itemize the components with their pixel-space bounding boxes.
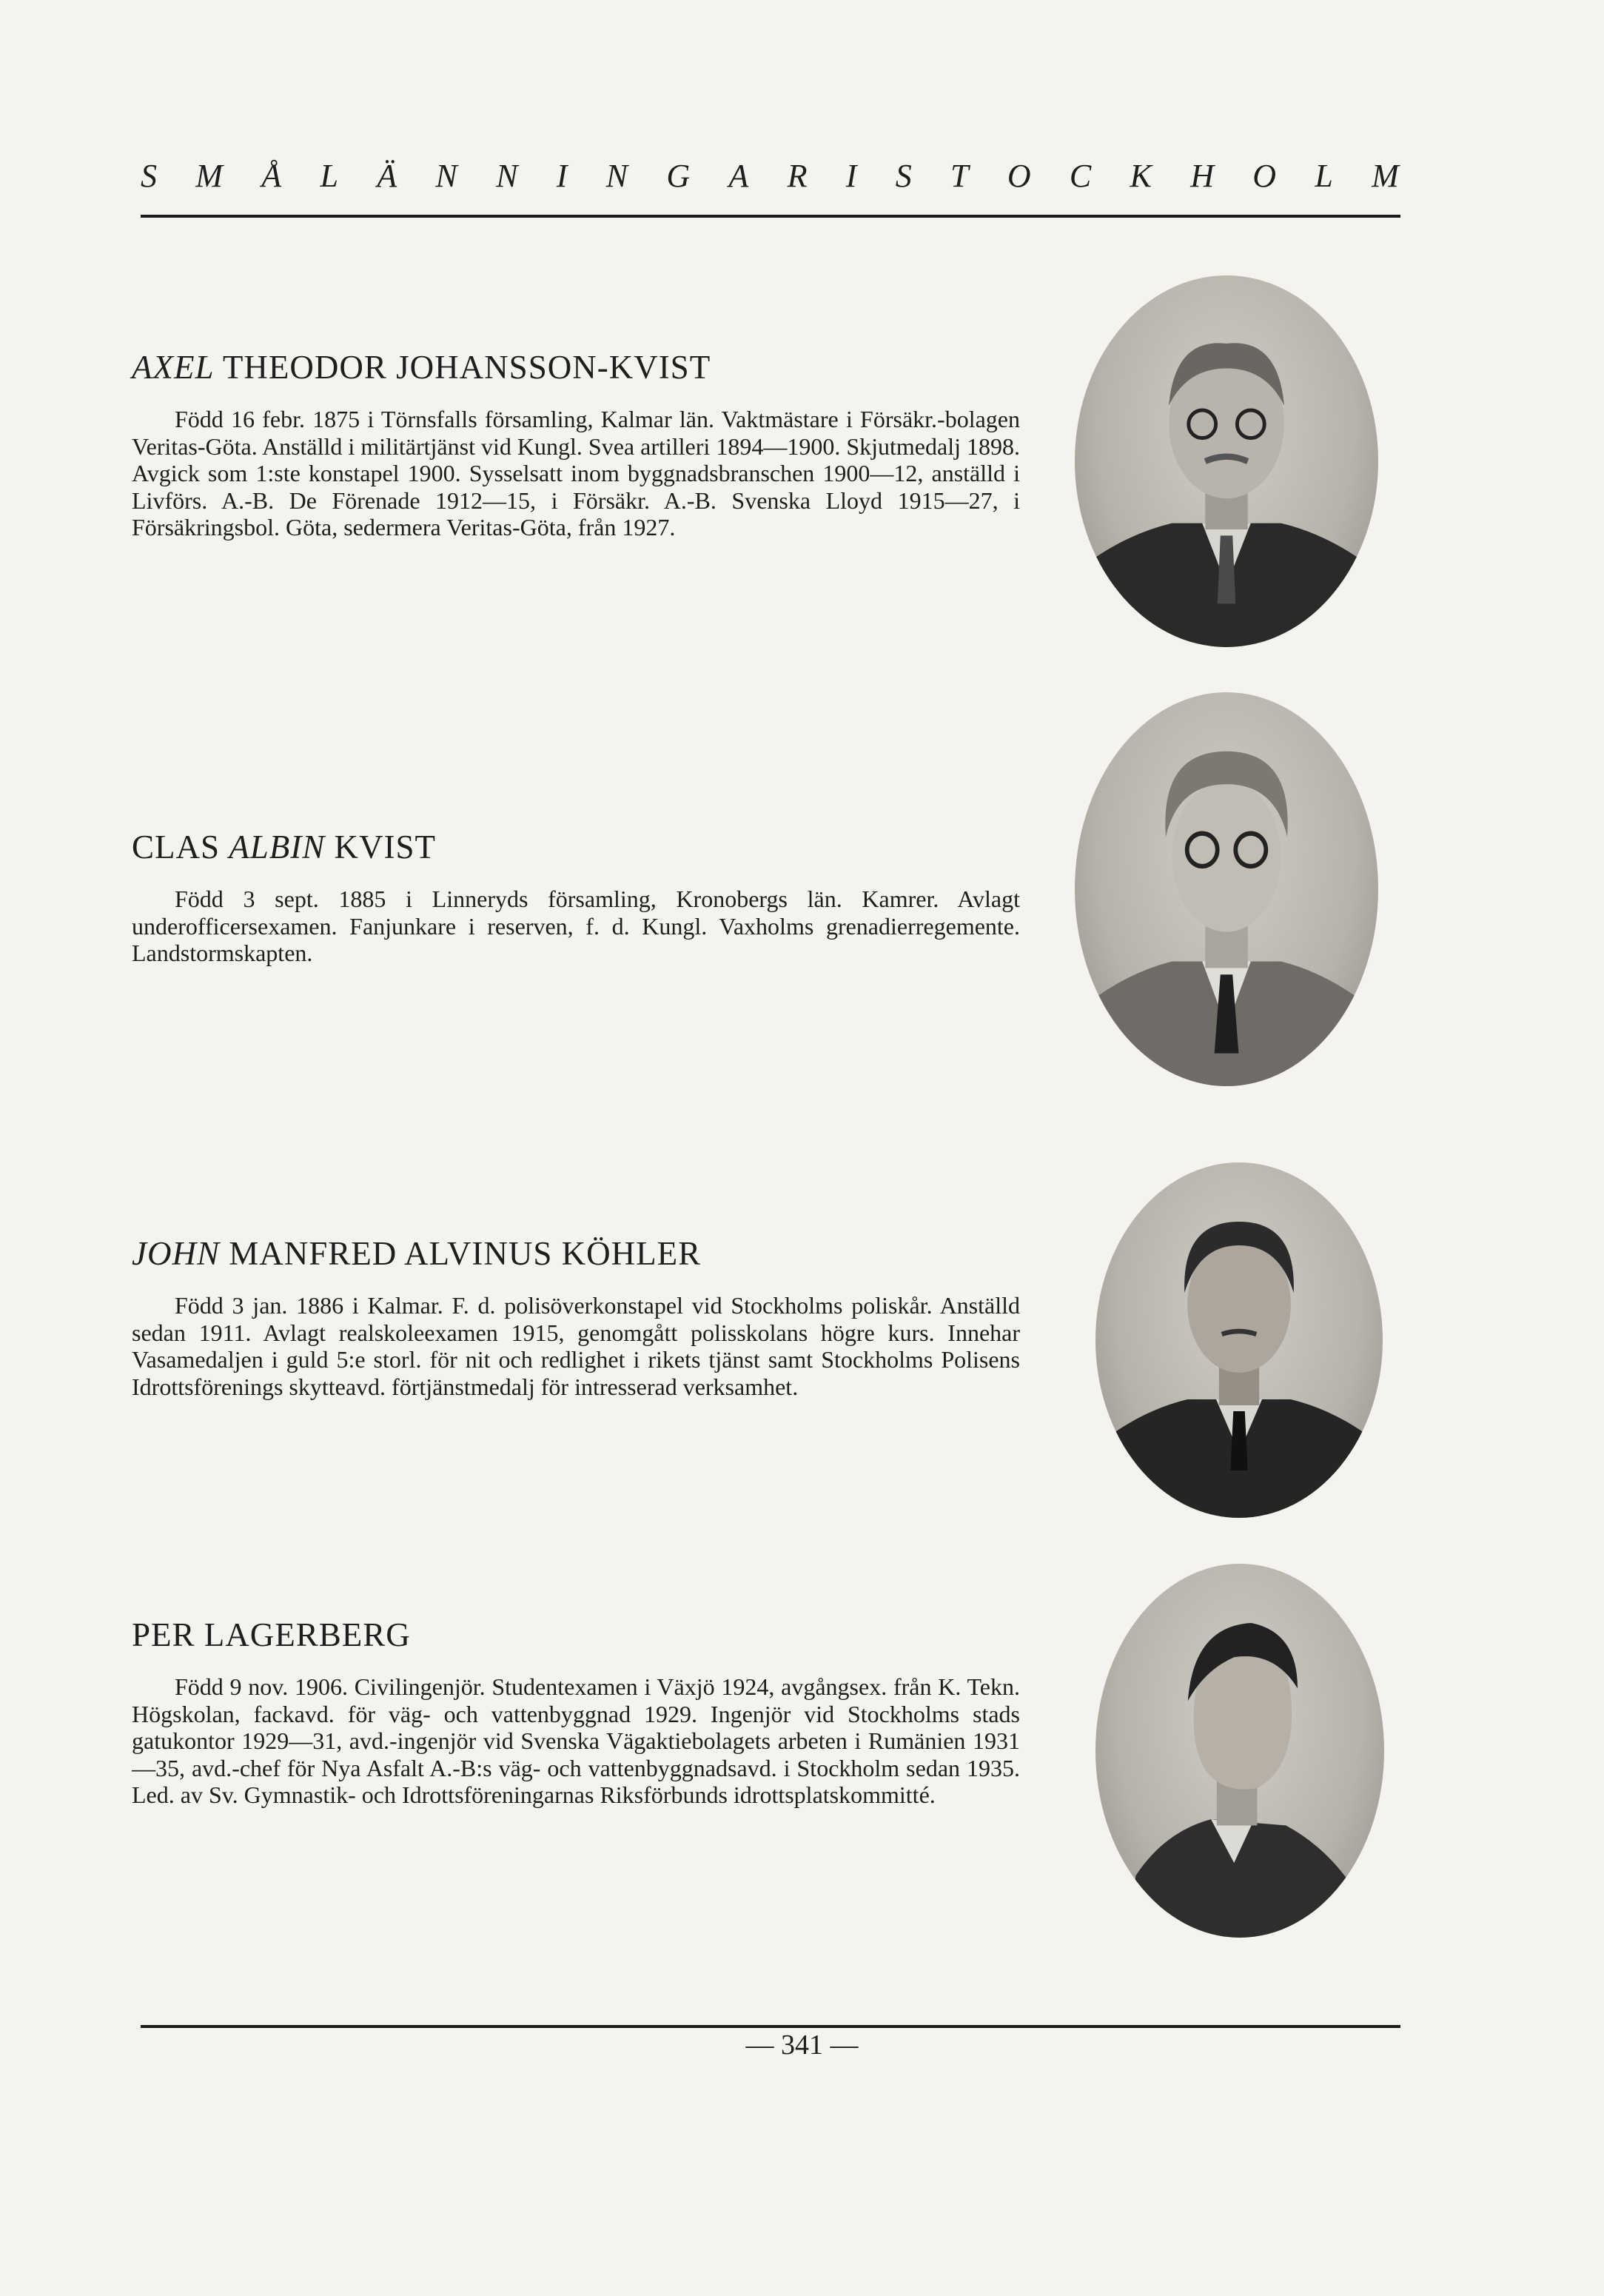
entry-bio: Född 3 jan. 1886 i Kalmar. F. d. polisöverkonstapel vid Stockholms poliskår. Anställd sedan 1911. Avlagt realskoleexamen 1915, genomgått polisskolans högre kurs. Innehar Vasamedaljen i guld 5:e storl. för nit och redlighet i rikets tjänst samt Stockholms Polisens Idrottsförenings skytteavd. förtjänstmedalj för intresserad verksamhet. bbox=[132, 1292, 1020, 1400]
running-head-letter: K bbox=[1130, 158, 1152, 194]
running-head-letter: N bbox=[435, 158, 457, 194]
footer-rule bbox=[141, 2025, 1400, 2028]
portrait-photo bbox=[1095, 1162, 1383, 1518]
name-suffix: KVIST bbox=[325, 829, 437, 866]
running-head-letter: S bbox=[895, 158, 912, 194]
running-head-letter: I bbox=[845, 158, 857, 194]
given-name: ALBIN bbox=[229, 829, 326, 866]
running-head-letter: S bbox=[141, 158, 157, 194]
page-number: — 341 — bbox=[745, 2029, 859, 2061]
running-head-letter: R bbox=[787, 158, 808, 194]
biography-entry bbox=[132, 348, 1020, 541]
header-rule bbox=[141, 215, 1400, 218]
running-head-letter: T bbox=[950, 158, 969, 194]
name-suffix: MANFRED ALVINUS KÖHLER bbox=[219, 1235, 702, 1272]
entry-name bbox=[132, 348, 1020, 386]
entry-bio: Född 9 nov. 1906. Civilingenjör. Studentexamen i Växjö 1924, avgångsex. från K. Tekn. Högskolan, fackavd. för väg- och vattenbyggnad 1929. Ingenjör vid Stockholms stads gatukontor 1929—31, avd.-ingenjör vid Svenska Vägaktiebolagets arbeten i Rumänien 1931—35, avd.-chef för Nya Asfalt A.-B:s väg- och vattenbyggnadsavd. i Stockholm sedan 1935. Led. av Sv. Gymnastik- och Idrottsföreningarnas Riksförbunds idrottsplatskommitté. bbox=[132, 1673, 1020, 1808]
given-name: JOHN bbox=[132, 1235, 220, 1272]
running-head-letter: A bbox=[728, 158, 749, 194]
portrait-photo bbox=[1095, 1564, 1384, 1938]
portrait-photo bbox=[1075, 692, 1378, 1086]
running-head-letter: H bbox=[1190, 158, 1214, 194]
running-head-letter: O bbox=[1007, 158, 1031, 194]
running-head-letter: O bbox=[1252, 158, 1277, 194]
entry-name bbox=[132, 1616, 1020, 1654]
name-suffix: THEODOR JOHANSSON-KVIST bbox=[214, 349, 711, 386]
entry-name bbox=[132, 828, 1020, 866]
running-head-letter: Ä bbox=[377, 158, 397, 194]
name-prefix: PER LAGERBERG bbox=[132, 1616, 411, 1653]
entry-name bbox=[132, 1234, 1020, 1273]
portrait-photo bbox=[1075, 275, 1378, 647]
biography-entry bbox=[132, 828, 1020, 967]
running-head-letter: G bbox=[666, 158, 691, 194]
running-head-letter: I bbox=[556, 158, 568, 194]
running-head-letter: N bbox=[605, 158, 628, 194]
running-head-letter: M bbox=[1372, 158, 1399, 194]
running-head-letter: N bbox=[496, 158, 518, 194]
name-prefix: CLAS bbox=[132, 829, 229, 866]
entry-bio: Född 16 febr. 1875 i Törnsfalls församling, Kalmar län. Vaktmästare i Försäkr.-bolagen Veritas-Göta. Anställd i militärtjänst vid Kungl. Svea artilleri 1894—1900. Skjutmedalj 1898. Avgick som 1:ste konstapel 1900. Sysselsatt inom byggnadsbranschen 1900—12, anställd i Livförs. A.-B. De Förenade 1912—15, i Försäkr. A.-B. Svenska Lloyd 1915—27, i Försäkringsbol. Göta, sedermera Veritas-Göta, från 1927. bbox=[132, 406, 1020, 540]
given-name: AXEL bbox=[132, 349, 215, 386]
running-head-letter: L bbox=[1315, 158, 1333, 194]
biography-entry bbox=[132, 1616, 1020, 1809]
running-head-letter: M bbox=[195, 158, 223, 194]
running-head-letter: C bbox=[1069, 158, 1092, 194]
biography-entry bbox=[132, 1234, 1020, 1400]
running-head-letter: Å bbox=[261, 158, 282, 194]
entry-bio: Född 3 sept. 1885 i Linneryds församling, Kronobergs län. Kamrer. Avlagt underofficersexamen. Fanjunkare i reserven, f. d. Kungl. Vaxholms grenadierregemente. Landstormskapten. bbox=[132, 886, 1020, 966]
running-head bbox=[141, 157, 1399, 195]
running-head-letter: L bbox=[320, 158, 338, 194]
